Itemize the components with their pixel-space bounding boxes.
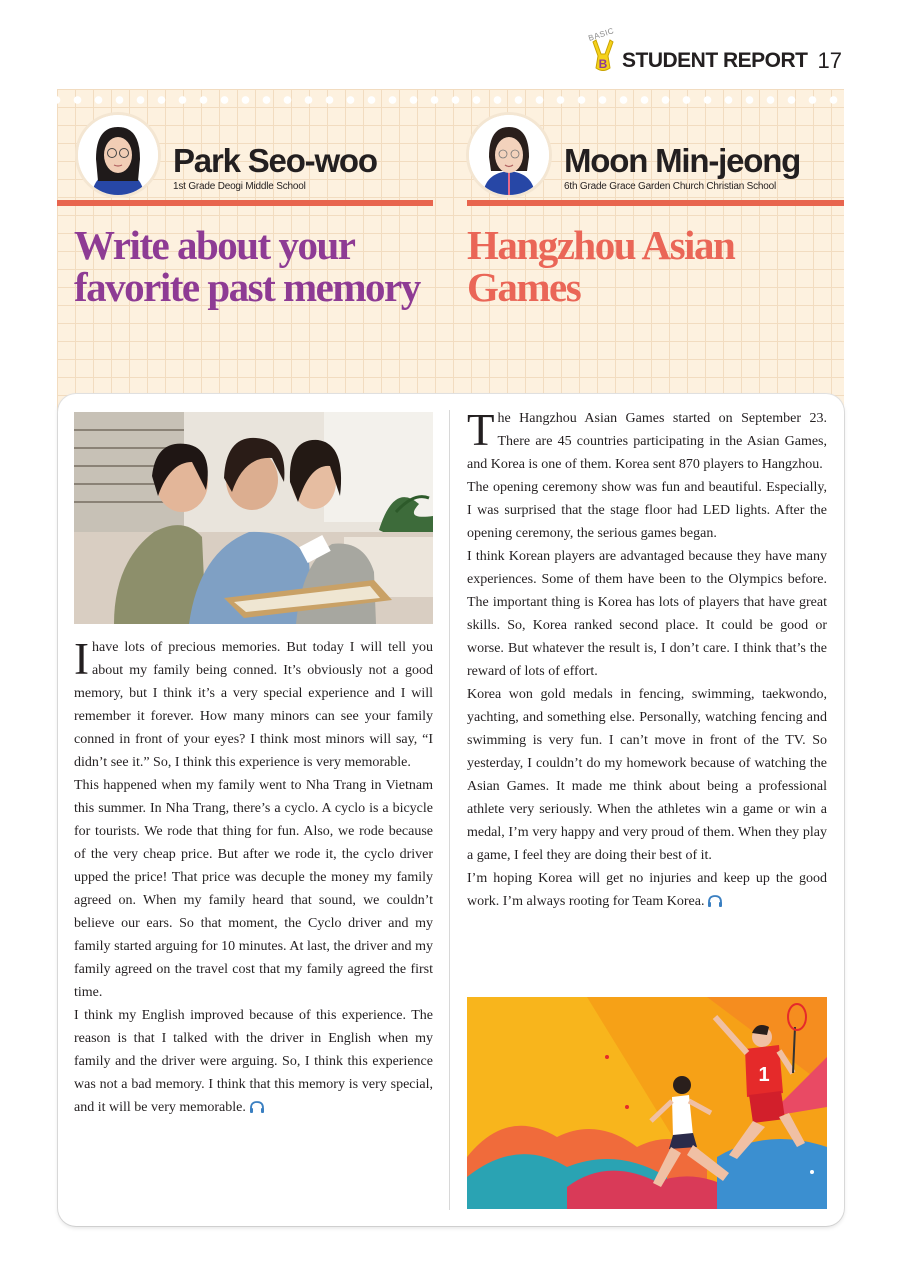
title-line-2: favorite past memory <box>74 264 420 310</box>
article-paragraph <box>74 1004 433 1119</box>
title-line-1: Write about your <box>74 222 355 268</box>
right-article-title <box>467 224 827 308</box>
author-school: 6th Grade Grace Garden Church Christian School <box>564 181 777 192</box>
article-paragraph: I think Korean players are advantaged because they have many experiences. Some of them have been to the Olympics before. The important thing is Korea has lots of players that have great skills. So, Korea ranked second place. It could be good or worse. But whatever the result is, I don’t care. I think that’s the reward of lots of effort. <box>467 549 827 679</box>
author-photo-park <box>75 112 161 198</box>
article-paragraph <box>467 407 827 476</box>
v-hand-icon <box>590 38 616 74</box>
paragraph-text: I’m hoping Korea will get no injuries and keep up the good work. I’m always rooting for Team Korea. <box>467 871 827 909</box>
paragraph-text: I think my English improved because of this experience. The reason is that I talked with the driver in English when my family and the driver were arguing. So, I think this experience was not a bad memory. I think that this memory is very special, and it will be very memorable. <box>74 1008 433 1115</box>
logo-basic-text: BASIC <box>587 26 616 43</box>
drop-cap: I <box>74 634 89 684</box>
basic-logo <box>587 26 616 74</box>
right-article-body <box>467 407 827 913</box>
left-divider-rule <box>57 200 433 206</box>
page-number: 17 <box>817 48 842 73</box>
paragraph-text: he Hangzhou Asian Games started on September 23. There are 45 countries participating in the Asian Games, and Korea is one of them. Korea sent 870 players to Hangzhou. <box>467 411 827 472</box>
jersey-number: 1 <box>758 1064 770 1086</box>
dotted-border <box>57 95 844 105</box>
article-paragraph: This happened when my family went to Nha Trang in Vietnam this summer. In Nha Trang, there’s a cyclo. A cyclo is a bicycle for tourists. We rode that thing for fun. Also, we rode because of the very cheap price. But after we rode it, the cyclo driver upped the price! That price was decuple the money my family agreed on. When my family heard that sound, we couldn’t believe our ears. So that moment, the Cyclo driver and my family started arguing for 10 minutes. At last, the driver and my family agreed on the travel cost that my family agreed the first time. <box>74 778 433 1000</box>
page-header <box>587 26 842 74</box>
paragraph-text: have lots of precious memories. But today I will tell you about my family being conned. It’s obviously not a good memory, but I think it’s a very special experience and I will remember it forever. How many minors can see your family conned in front of your eyes? I think most minors will say, “I didn’t see it.” So, I think this experience is very memorable. <box>74 640 433 770</box>
sports-illustration <box>467 997 827 1209</box>
author-photo-moon <box>466 112 552 198</box>
headphones-icon <box>249 1100 265 1114</box>
right-divider-rule <box>467 200 844 206</box>
drop-cap: T <box>467 405 495 455</box>
left-article-title <box>74 224 454 308</box>
right-author <box>466 112 800 198</box>
left-article-body <box>74 636 433 1119</box>
column-divider <box>449 410 450 1210</box>
article-paragraph <box>74 636 433 774</box>
logo-letter: B <box>598 57 608 71</box>
article-paragraph: The opening ceremony show was fun and beautiful. Especially, I was surprised that the stage floor had LED lights. After the opening ceremony, the serious games began. <box>467 480 827 541</box>
left-author <box>75 112 377 198</box>
author-name: Moon Min-jeong <box>564 142 801 179</box>
article-paragraph <box>467 867 827 913</box>
title-line-1: Hangzhou Asian <box>467 222 735 268</box>
title-line-2: Games <box>467 264 581 310</box>
family-photo <box>74 412 433 624</box>
headphones-icon <box>707 894 723 908</box>
report-title: STUDENT REPORT <box>622 49 808 72</box>
author-name: Park Seo-woo <box>173 142 377 179</box>
author-school: 1st Grade Deogi Middle School <box>173 181 306 192</box>
article-paragraph: Korea won gold medals in fencing, swimming, taekwondo, yachting, and something else. Personally, watching fencing and swimming is very fun. I can’t move in front of the TV. So yesterday, I couldn’t do my homework because of watching the Asian Games. It made me think about being a professional athlete very seriously. When the athletes win a game or win a medal, I’m very happy and very proud of them. When they play a game, I feel they are doing their best of it. <box>467 687 827 863</box>
